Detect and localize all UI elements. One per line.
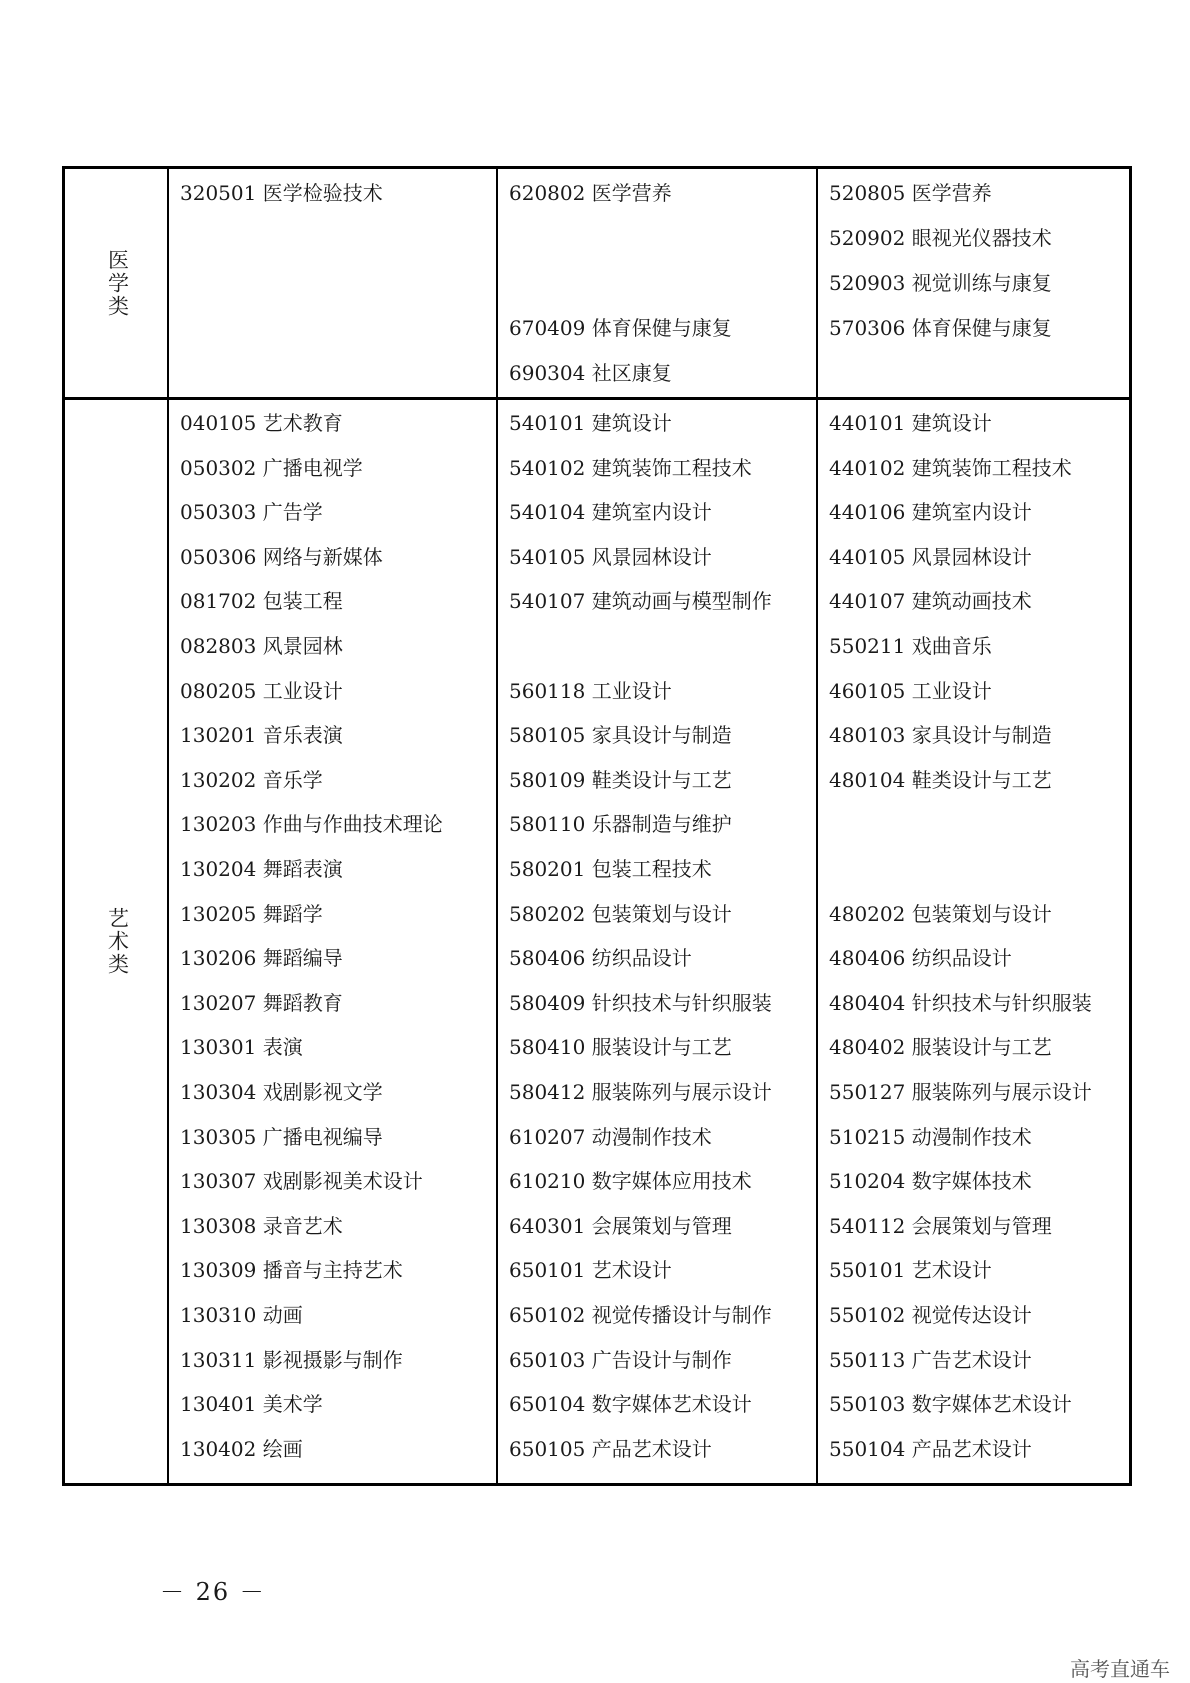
watermark: 高考直通车 xyxy=(1070,1657,1170,1681)
major-entry: 580201 包装工程技术 xyxy=(509,857,712,881)
major-entry: 440107 建筑动画技术 xyxy=(829,589,1032,614)
major-entry: 440101 建筑设计 xyxy=(829,411,992,435)
section-divider xyxy=(65,397,1129,400)
major-entry: 130206 舞蹈编导 xyxy=(180,946,343,971)
major-entry: 050302 广播电视学 xyxy=(180,455,363,480)
major-entry: 082803 风景园林 xyxy=(180,634,343,658)
major-entry: 440105 风景园林设计 xyxy=(829,544,1032,569)
major-entry: 640301 会展策划与管理 xyxy=(509,1213,732,1238)
major-entry: 130205 舞蹈学 xyxy=(180,901,323,926)
major-entry: 550127 服装陈列与展示设计 xyxy=(829,1080,1092,1104)
major-entry: 560118 工业设计 xyxy=(509,678,672,703)
major-entry: 550211 戏曲音乐 xyxy=(829,634,992,658)
major-entry: 130401 美术学 xyxy=(180,1392,323,1417)
major-entry: 650104 数字媒体艺术设计 xyxy=(509,1392,752,1417)
major-entry: 130309 播音与主持艺术 xyxy=(180,1258,403,1283)
major-entry: 080205 工业设计 xyxy=(180,678,343,703)
major-entry: 130305 广播电视编导 xyxy=(180,1124,383,1149)
major-entry: 670409 体育保健与康复 xyxy=(509,316,732,340)
major-entry: 580105 家具设计与制造 xyxy=(509,723,732,748)
major-entry: 580412 服装陈列与展示设计 xyxy=(509,1080,772,1104)
major-entry: 081702 包装工程 xyxy=(180,589,343,614)
major-entry: 580406 纺织品设计 xyxy=(509,946,692,971)
major-entry: 480104 鞋类设计与工艺 xyxy=(829,767,1052,792)
major-entry: 480404 针织技术与针织服装 xyxy=(829,990,1092,1015)
major-entry: 510204 数字媒体技术 xyxy=(829,1169,1032,1194)
major-entry: 540102 建筑装饰工程技术 xyxy=(509,455,752,480)
category-label: 医学类 xyxy=(105,248,130,318)
major-entry: 550103 数字媒体艺术设计 xyxy=(829,1392,1072,1417)
major-entry: 320501 医学检验技术 xyxy=(180,181,383,205)
major-entry: 480202 包装策划与设计 xyxy=(829,901,1052,926)
major-entry: 620802 医学营养 xyxy=(509,181,672,205)
major-entry: 130307 戏剧影视美术设计 xyxy=(180,1169,423,1194)
major-entry: 540101 建筑设计 xyxy=(509,411,672,435)
major-entry: 440106 建筑室内设计 xyxy=(829,500,1032,525)
category-label: 艺术类 xyxy=(105,907,130,976)
major-entry: 130402 绘画 xyxy=(180,1436,303,1461)
major-entry: 650102 视觉传播设计与制作 xyxy=(509,1303,772,1327)
major-entry: 130204 舞蹈表演 xyxy=(180,857,343,881)
major-entry: 580410 服装设计与工艺 xyxy=(509,1035,732,1060)
major-entry: 540105 风景园林设计 xyxy=(509,544,712,569)
major-entry: 130203 作曲与作曲技术理论 xyxy=(180,812,443,837)
column-divider xyxy=(496,169,498,1483)
major-entry: 520902 眼视光仪器技术 xyxy=(829,226,1052,250)
major-entry: 460105 工业设计 xyxy=(829,678,992,703)
major-entry: 580409 针织技术与针织服装 xyxy=(509,990,772,1015)
major-entry: 580109 鞋类设计与工艺 xyxy=(509,767,732,792)
major-entry: 610210 数字媒体应用技术 xyxy=(509,1169,752,1194)
major-entry: 130301 表演 xyxy=(180,1035,303,1060)
major-entry: 650101 艺术设计 xyxy=(509,1258,672,1283)
major-entry: 520805 医学营养 xyxy=(829,181,992,205)
major-entry: 050306 网络与新媒体 xyxy=(180,544,383,569)
major-entry: 550113 广告艺术设计 xyxy=(829,1347,1032,1372)
category-cell-medicine xyxy=(65,169,169,397)
column-divider xyxy=(816,169,818,1483)
major-entry: 650103 广告设计与制作 xyxy=(509,1347,732,1372)
major-entry: 050303 广告学 xyxy=(180,500,323,525)
major-entry: 130202 音乐学 xyxy=(180,767,323,792)
major-entry: 480103 家具设计与制造 xyxy=(829,723,1052,748)
major-entry: 550102 视觉传达设计 xyxy=(829,1303,1032,1327)
major-entry: 130207 舞蹈教育 xyxy=(180,990,343,1015)
major-entry: 130308 录音艺术 xyxy=(180,1213,343,1238)
major-entry: 440102 建筑装饰工程技术 xyxy=(829,455,1072,480)
major-entry: 130201 音乐表演 xyxy=(180,723,343,748)
major-entry: 580110 乐器制造与维护 xyxy=(509,812,732,837)
major-entry: 040105 艺术教育 xyxy=(180,411,343,435)
major-table xyxy=(62,166,1132,1486)
major-entry: 480406 纺织品设计 xyxy=(829,946,1012,971)
page-number: － 26 － xyxy=(160,1578,266,1606)
major-entry: 580202 包装策划与设计 xyxy=(509,901,732,926)
major-entry: 610207 动漫制作技术 xyxy=(509,1124,712,1149)
major-entry: 130310 动画 xyxy=(180,1303,303,1327)
major-entry: 510215 动漫制作技术 xyxy=(829,1124,1032,1149)
major-entry: 540112 会展策划与管理 xyxy=(829,1213,1052,1238)
major-entry: 480402 服装设计与工艺 xyxy=(829,1035,1052,1060)
major-entry: 550104 产品艺术设计 xyxy=(829,1436,1032,1461)
major-entry: 650105 产品艺术设计 xyxy=(509,1436,712,1461)
major-entry: 540107 建筑动画与模型制作 xyxy=(509,589,772,614)
major-entry: 130304 戏剧影视文学 xyxy=(180,1080,383,1104)
major-entry: 570306 体育保健与康复 xyxy=(829,316,1052,340)
major-entry: 550101 艺术设计 xyxy=(829,1258,992,1283)
major-entry: 520903 视觉训练与康复 xyxy=(829,271,1052,295)
category-cell-art xyxy=(65,400,169,1483)
major-entry: 130311 影视摄影与制作 xyxy=(180,1347,403,1372)
major-entry: 540104 建筑室内设计 xyxy=(509,500,712,525)
major-entry: 690304 社区康复 xyxy=(509,361,672,385)
